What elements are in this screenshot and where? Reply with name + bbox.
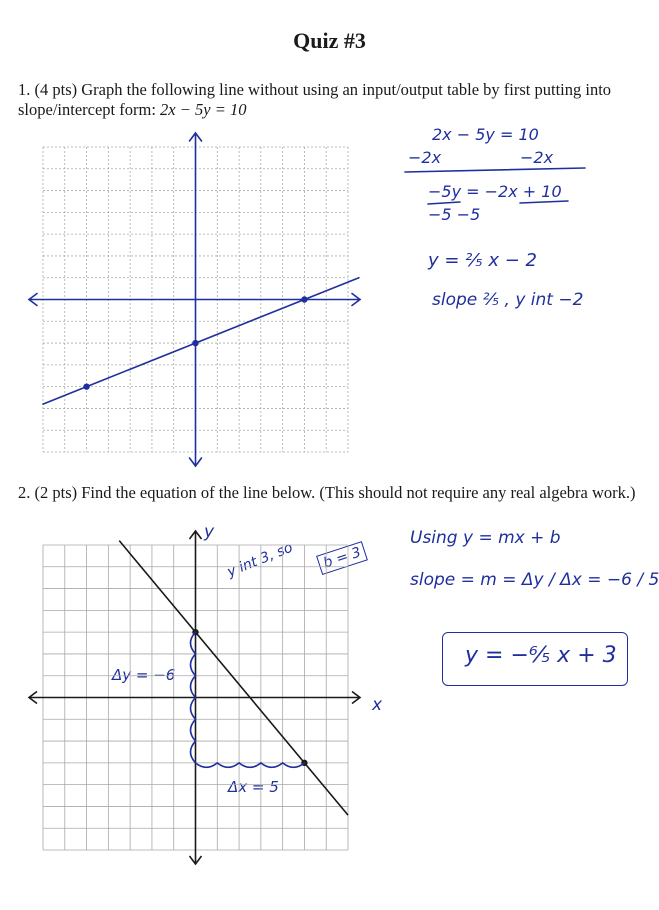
p2-x-axis-label: x — [372, 695, 383, 715]
plotted-point — [301, 296, 307, 302]
p1-work-line2-left: −2x — [408, 148, 442, 167]
problem-1-number: 1. — [18, 80, 31, 99]
p2-work-line2: slope = m = Δy / Δx = −6 / 5 — [410, 570, 659, 590]
p2-y-axis-label: y — [204, 522, 215, 542]
graph-2 — [29, 531, 360, 864]
p2-answer-box: y = −⁶⁄₅ x + 3 — [442, 632, 628, 686]
problem-2-number: 2. — [18, 483, 31, 502]
p1-work-line4: −5 −5 — [428, 205, 481, 224]
p2-b-value: b = 3 — [316, 541, 368, 575]
problem-1-points: (4 pts) — [34, 80, 78, 99]
p1-work-line1: 2x − 5y = 10 — [432, 125, 539, 144]
problem-2-prompt: Find the equation of the line below. (This should not require any real algebra work.) — [81, 483, 636, 502]
graphed-line — [43, 278, 359, 404]
p1-work-line3: −5y = −2x + 10 — [428, 182, 562, 201]
p2-y-int-note: y int 3, so — [225, 539, 296, 581]
p1-work-line5: y = ²⁄₅ x − 2 — [428, 250, 537, 271]
graph-1 — [29, 133, 360, 466]
p2-delta-y: Δy = −6 — [112, 666, 176, 684]
quiz-title: Quiz #3 — [293, 28, 366, 53]
p1-work-underline — [405, 168, 585, 172]
p2-work-line1: Using y = mx + b — [410, 528, 561, 548]
problem-2-points: (2 pts) — [34, 483, 78, 502]
problem-1-prompt: Graph the following line without using an input/output table by first putting into slope/intercept form: — [18, 80, 612, 119]
p1-fraction-bars — [428, 201, 568, 204]
p1-work-line6: slope ²⁄₅ , y int −2 — [432, 290, 584, 310]
problem-1-equation: 2x − 5y = 10 — [160, 100, 247, 119]
p1-work-line2-right: −2x — [520, 148, 554, 167]
graphed-line — [119, 541, 348, 816]
delta-x-brace — [196, 763, 305, 768]
p2-delta-x: Δx = 5 — [228, 778, 279, 796]
plotted-point — [192, 340, 198, 346]
plotted-point — [83, 383, 89, 389]
